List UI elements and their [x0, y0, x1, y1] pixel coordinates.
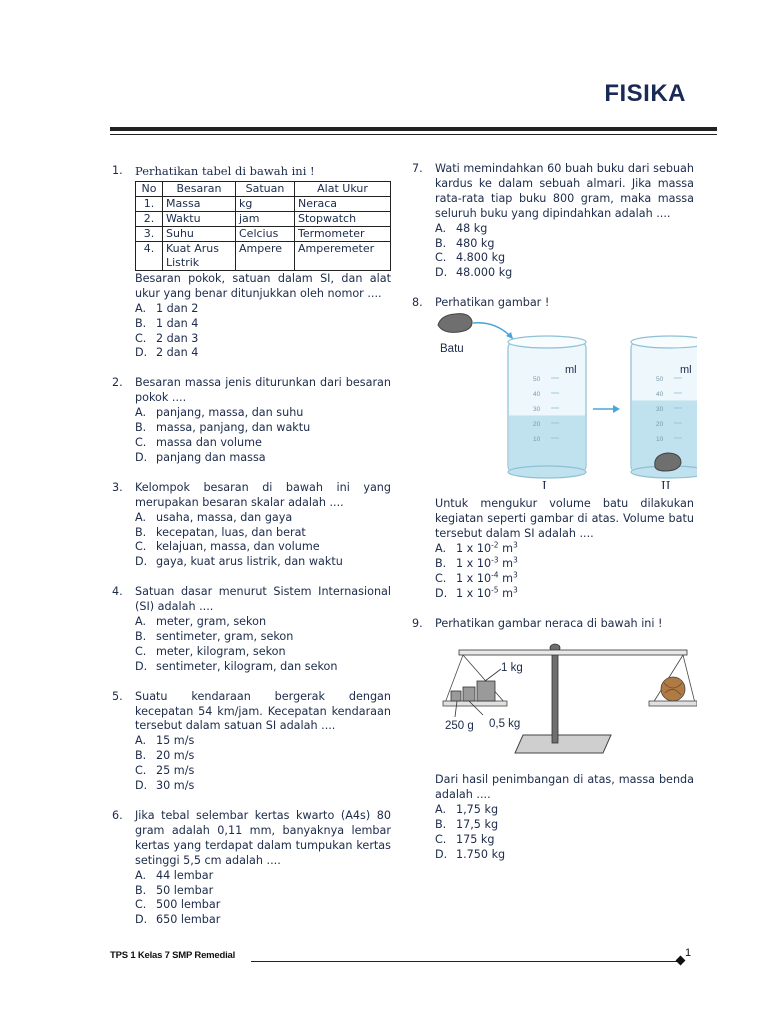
table-cell: jam — [236, 211, 295, 226]
tick-label: 50 — [533, 376, 541, 384]
weight-250g — [451, 691, 461, 701]
question-9 — [412, 617, 694, 863]
table-cell: Stopwatch — [295, 211, 391, 226]
option-text: 44 lembar — [156, 868, 214, 882]
option-unit: m — [498, 586, 514, 600]
scale-base — [515, 735, 611, 753]
answer-option[interactable] — [135, 898, 391, 913]
option-text: 2 dan 3 — [156, 331, 199, 345]
answer-option[interactable] — [135, 555, 391, 570]
table-cell: 4. — [136, 241, 163, 270]
option-text: 50 lembar — [156, 883, 214, 897]
unit-label: ml — [680, 364, 692, 377]
table-cell: Celcius — [236, 226, 295, 241]
answer-options — [435, 803, 694, 863]
answer-option[interactable] — [135, 615, 391, 630]
question-8 — [412, 296, 694, 601]
answer-options — [435, 542, 694, 602]
question-stem: Satuan dasar menurut Sistem Internasional (SI) adalah .... — [135, 585, 391, 614]
option-letter: D. — [435, 266, 448, 280]
option-text: usaha, massa, dan gaya — [156, 510, 293, 524]
page-title: FISIKA — [604, 80, 686, 107]
cylinder-two — [631, 336, 697, 478]
option-letter: C. — [135, 331, 147, 345]
option-letter: C. — [435, 571, 447, 585]
question-number: 1. — [112, 164, 123, 177]
option-letter: C. — [435, 251, 447, 265]
question-number: 7. — [412, 162, 423, 175]
answer-option[interactable] — [435, 569, 694, 587]
arrow-head-icon — [613, 405, 620, 413]
water-level — [509, 416, 585, 472]
option-text: 500 lembar — [156, 898, 221, 912]
answer-option[interactable] — [135, 406, 391, 421]
option-text: massa dan volume — [156, 435, 262, 449]
question-2 — [112, 376, 391, 465]
option-unit: m — [498, 571, 514, 585]
option-text: massa, panjang, dan waktu — [156, 421, 311, 435]
units-table — [135, 181, 391, 271]
table-cell: Neraca — [295, 196, 391, 211]
option-letter: A. — [135, 615, 147, 629]
footer-rule — [251, 961, 681, 962]
answer-option[interactable] — [135, 526, 391, 541]
option-letter: B. — [435, 236, 447, 250]
option-text: 650 lembar — [156, 913, 221, 927]
option-letter: C. — [135, 898, 147, 912]
option-letter: D. — [135, 450, 148, 464]
question-number: 5. — [112, 689, 123, 703]
table-cell: 1. — [136, 196, 163, 211]
option-text: 48 kg — [456, 221, 488, 235]
tick-label: 40 — [656, 391, 664, 399]
option-unit-exponent: 3 — [513, 555, 518, 565]
tick-label: 40 — [533, 391, 541, 399]
answer-option[interactable] — [435, 818, 694, 833]
tick-label: 10 — [656, 436, 664, 444]
option-text: 1 x 10 — [456, 586, 492, 600]
table-row — [136, 241, 391, 270]
question-number: 8. — [412, 296, 423, 310]
option-text: meter, gram, sekon — [156, 615, 267, 629]
answer-option[interactable] — [435, 237, 694, 252]
tick-label: 30 — [533, 406, 541, 414]
stone-icon — [438, 314, 472, 333]
option-letter: D. — [135, 913, 148, 927]
question-stem: Perhatikan tabel di bawah ini ! — [135, 164, 315, 178]
right-pan — [649, 701, 697, 706]
table-cell: 2. — [136, 211, 163, 226]
tick-label: 20 — [533, 421, 541, 429]
option-letter: A. — [135, 406, 147, 420]
table-cell: 3. — [136, 226, 163, 241]
weight-label: 250 g — [445, 720, 474, 733]
tick-label: 30 — [656, 406, 664, 414]
answer-option[interactable] — [135, 734, 391, 749]
option-text: sentimeter, kilogram, dan sekon — [156, 659, 338, 673]
option-letter: B. — [135, 883, 147, 897]
weight-1kg — [477, 681, 495, 701]
tick-label: 20 — [656, 421, 664, 429]
answer-options — [135, 734, 391, 794]
answer-options — [135, 302, 391, 362]
left-column — [112, 164, 391, 943]
scale-pole — [552, 649, 558, 743]
answer-option[interactable] — [435, 584, 694, 602]
question-stem: Jika tebal selembar kertas kwarto (A4s) 80 gram adalah 0,11 mm, banyaknya lembar kertas yang terdapat dalam tumpukan kertas setinggi 5,5 cm adalah .... — [135, 809, 391, 867]
weight-label: 1 kg — [501, 662, 523, 675]
answer-option[interactable] — [435, 251, 694, 266]
option-text: 1 dan 4 — [156, 316, 199, 330]
object-icon — [661, 677, 685, 701]
question-stem: Perhatikan gambar ! — [435, 296, 550, 310]
answer-option[interactable] — [135, 749, 391, 764]
option-exponent: -4 — [491, 569, 499, 579]
option-text: 1,75 kg — [456, 803, 499, 817]
option-text: kecepatan, luas, dan berat — [156, 525, 306, 539]
answer-option[interactable] — [135, 302, 391, 317]
stone-label: Batu — [440, 343, 464, 356]
answer-option[interactable] — [135, 540, 391, 555]
option-letter: C. — [135, 435, 147, 449]
option-text: panjang dan massa — [156, 450, 266, 464]
option-text: 20 m/s — [156, 749, 195, 763]
option-exponent: -5 — [491, 584, 499, 594]
question-stem: Wati memindahkan 60 buah buku dari sebuah kardus ke dalam sebuah almari. Jika massa rata-rata tiap buku 800 gram, maka massa seluruh buku yang dipindahkan adalah .... — [435, 162, 694, 220]
question-7 — [412, 162, 694, 281]
option-letter: A. — [435, 221, 447, 235]
option-text: 2 dan 4 — [156, 346, 199, 360]
footer-text: TPS 1 Kelas 7 SMP Remedial — [110, 950, 236, 961]
answer-option[interactable] — [135, 884, 391, 899]
header-rule — [110, 127, 717, 131]
table-cell: Waktu — [163, 211, 236, 226]
option-text: gaya, kuat arus listrik, dan waktu — [156, 555, 343, 569]
cylinder-one — [508, 336, 586, 478]
question-3 — [112, 481, 391, 570]
answer-options — [135, 869, 391, 929]
curved-arrow-icon — [473, 323, 513, 339]
table-row — [136, 211, 391, 226]
cylinder-label: I — [542, 479, 547, 490]
option-text: kelajuan, massa, dan volume — [156, 540, 320, 554]
answer-options — [435, 222, 694, 282]
option-letter: A. — [135, 868, 147, 882]
answer-option[interactable] — [135, 421, 391, 436]
option-letter: A. — [135, 510, 147, 524]
option-text: 48.000 kg — [456, 266, 513, 280]
tick-label: 50 — [656, 376, 664, 384]
option-letter: C. — [435, 833, 447, 847]
option-text: 480 kg — [456, 236, 495, 250]
table-cell: Massa — [163, 196, 236, 211]
cylinder-label: II — [661, 479, 671, 490]
question-stem-continued: Untuk mengukur volume batu dilakukan kegiatan seperti gambar di atas. Volume batu tersebut dalam SI adalah .... — [435, 497, 694, 540]
option-text: 1.750 kg — [456, 847, 506, 861]
option-text: 1 x 10 — [456, 571, 492, 585]
answer-option[interactable] — [135, 779, 391, 794]
answer-option[interactable] — [135, 346, 391, 361]
question-number: 4. — [112, 585, 123, 599]
option-letter: D. — [435, 586, 448, 600]
option-text: 175 kg — [456, 833, 495, 847]
answer-option[interactable] — [135, 436, 391, 451]
option-text: sentimeter, gram, sekon — [156, 629, 294, 643]
table-cell: Ampere — [236, 241, 295, 270]
tick-label: 10 — [533, 436, 541, 444]
table-cell: Termometer — [295, 226, 391, 241]
question-stem: Besaran massa jenis diturunkan dari besaran pokok .... — [135, 376, 391, 405]
diamond-icon — [676, 956, 686, 966]
answer-option[interactable] — [435, 222, 694, 237]
answer-option[interactable] — [135, 332, 391, 347]
page-number: 1 — [685, 947, 692, 959]
question-number: 6. — [112, 809, 123, 822]
scale-beam — [459, 650, 687, 655]
option-unit-exponent: 3 — [513, 540, 518, 550]
option-text: 15 m/s — [156, 734, 195, 748]
question-number: 9. — [412, 616, 423, 630]
option-text: 1 dan 2 — [156, 301, 199, 315]
option-letter: C. — [135, 644, 147, 658]
question-stem-continued: Dari hasil penimbangan di atas, massa benda adalah .... — [435, 773, 694, 802]
answer-option[interactable] — [435, 803, 694, 818]
question-6 — [112, 809, 391, 928]
answer-options — [135, 615, 391, 675]
option-text: 25 m/s — [156, 764, 195, 778]
option-letter: D. — [135, 659, 148, 673]
left-pan — [443, 701, 507, 706]
option-letter: D. — [135, 346, 148, 360]
option-letter: A. — [435, 541, 447, 555]
option-text: 4.800 kg — [456, 251, 506, 265]
unit-label: ml — [565, 364, 577, 377]
question-stem: Perhatikan gambar neraca di bawah ini ! — [435, 616, 663, 630]
question-5 — [112, 690, 391, 794]
answer-option[interactable] — [435, 848, 694, 863]
table-cell: Suhu — [163, 226, 236, 241]
weight-0-5kg — [463, 687, 475, 701]
option-text: 17,5 kg — [456, 818, 499, 832]
answer-option[interactable] — [135, 869, 391, 884]
option-text: meter, kilogram, sekon — [156, 644, 286, 658]
header-rule-thin — [110, 134, 717, 135]
option-letter: B. — [435, 818, 447, 832]
weight-label: 0,5 kg — [489, 718, 521, 731]
answer-option[interactable] — [135, 660, 391, 675]
answer-option[interactable] — [435, 266, 694, 281]
answer-options — [135, 511, 391, 571]
answer-option[interactable] — [135, 645, 391, 660]
option-letter: A. — [135, 734, 147, 748]
option-letter: A. — [435, 803, 447, 817]
question-number: 2. — [112, 376, 123, 390]
answer-option[interactable] — [135, 630, 391, 645]
answer-option[interactable] — [435, 542, 694, 557]
option-unit: m — [498, 541, 514, 555]
option-letter: B. — [135, 629, 147, 643]
option-letter: A. — [135, 301, 147, 315]
option-exponent: -2 — [491, 540, 499, 550]
answer-option[interactable] — [135, 511, 391, 526]
question-4 — [112, 585, 391, 674]
option-text: 30 m/s — [156, 779, 195, 793]
option-text: panjang, massa, dan suhu — [156, 406, 304, 420]
option-letter: B. — [135, 421, 147, 435]
table-row — [136, 226, 391, 241]
measuring-cylinder-figure — [435, 311, 697, 489]
question-stem: Suatu kendaraan bergerak dengan kecepatan 54 km/jam. Kecepatan kendaraan tersebut dalam satuan SI adalah .... — [135, 689, 391, 733]
option-letter: C. — [135, 540, 147, 554]
answer-options — [135, 406, 391, 466]
table-header-row — [136, 181, 391, 196]
table-row — [136, 196, 391, 211]
option-text: 1 x 10 — [456, 556, 492, 570]
right-column — [412, 162, 694, 878]
answer-option[interactable] — [435, 833, 694, 848]
table-cell: kg — [236, 196, 295, 211]
option-unit: m — [498, 556, 514, 570]
option-letter: D. — [435, 847, 448, 861]
option-letter: C. — [135, 764, 147, 778]
balance-scale-figure — [435, 631, 697, 767]
option-letter: B. — [135, 525, 147, 539]
question-stem-continued: Besaran pokok, satuan dalam SI, dan alat ukur yang benar ditunjukkan oleh nomor .... — [135, 271, 391, 300]
table-header: No — [136, 181, 163, 196]
answer-option[interactable] — [435, 557, 694, 572]
table-cell: Kuat Arus Listrik — [163, 241, 236, 270]
answer-option[interactable] — [135, 913, 391, 928]
option-unit-exponent: 3 — [513, 569, 518, 579]
table-header: Satuan — [236, 181, 295, 196]
stone-icon — [655, 453, 681, 471]
option-letter: D. — [135, 555, 148, 569]
answer-option[interactable] — [135, 451, 391, 466]
question-1 — [112, 164, 391, 361]
answer-option[interactable] — [135, 317, 391, 332]
option-letter: B. — [435, 556, 447, 570]
question-stem: Kelompok besaran di bawah ini yang merupakan besaran skalar adalah .... — [135, 480, 391, 509]
answer-option[interactable] — [135, 764, 391, 779]
option-unit-exponent: 3 — [513, 584, 518, 594]
option-letter: D. — [135, 779, 148, 793]
option-letter: B. — [135, 749, 147, 763]
table-cell: Amperemeter — [295, 241, 391, 270]
option-exponent: -3 — [491, 555, 499, 565]
option-letter: B. — [135, 316, 147, 330]
question-number: 3. — [112, 480, 123, 494]
table-header: Alat Ukur — [295, 181, 391, 196]
table-header: Besaran — [163, 181, 236, 196]
option-text: 1 x 10 — [456, 541, 492, 555]
